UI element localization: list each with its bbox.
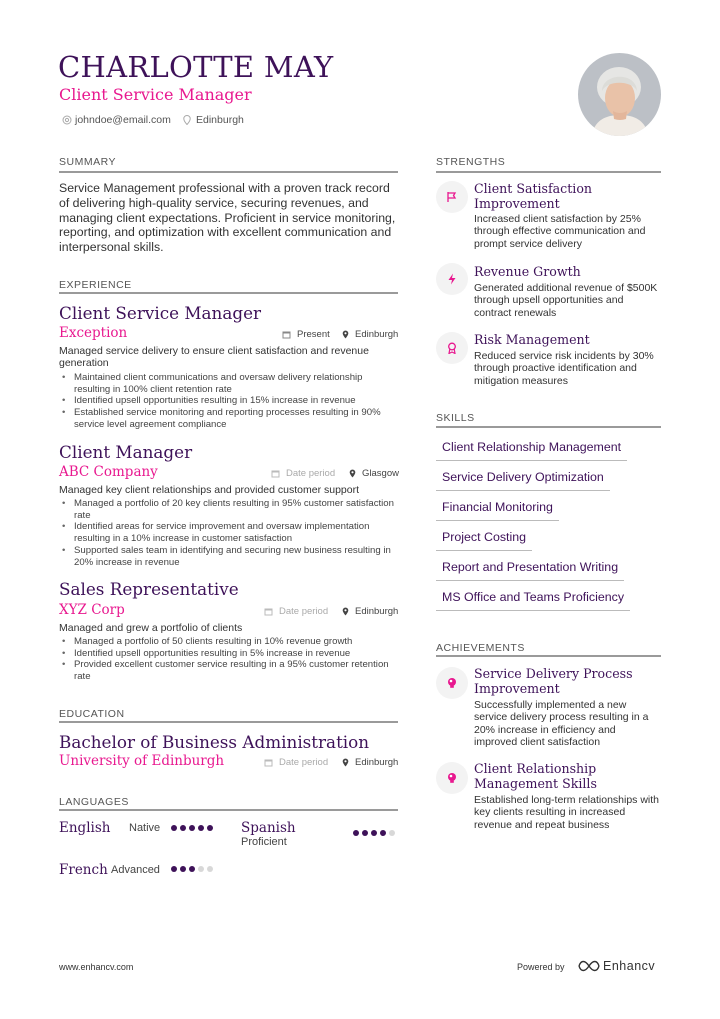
skills-heading: SKILLS [436,412,475,424]
calendar-icon [271,469,280,478]
skill-tag: Financial Monitoring [436,500,559,521]
enhancv-logo-icon [578,959,600,973]
job-bullet: • Provided excellent customer service resulting in a 95% customer retention rate [59,659,399,682]
job-date [282,329,330,340]
skill-tag: Project Costing [436,530,532,551]
languages-heading: LANGUAGES [59,796,129,808]
strength-desc: Reduced service risk incidents by 30% through proactive identification and mitigation measures [474,350,654,387]
achievement-desc: Successfully implemented a new service delivery process resulting in a 20% increase in efficiency and improved client satisfaction [474,699,649,749]
calendar-icon [282,330,291,339]
profile-photo [578,53,661,136]
lightbulb-icon [446,677,458,689]
language-dots [171,866,213,872]
level-dot-filled [171,825,177,831]
job-company: ABC Company [59,464,158,480]
job-bullet: • Established service monitoring and reporting processes resulting in 90% service level agreement compliance [59,407,399,430]
level-dot-empty [198,866,204,872]
achievement-icon-wrap [436,667,468,699]
job-bullet: • Identified upsell opportunities resulting in 5% increase in revenue [59,648,399,660]
achievements-rule [436,655,661,657]
education-location [342,757,398,768]
location-pin-icon [349,469,356,478]
skills-rule [436,426,661,428]
education-date-text: Date period [279,757,329,768]
lightbulb-icon [446,772,458,784]
experience-heading: EXPERIENCE [59,279,132,291]
job-bullet: • Identified upsell opportunities resulting in 15% increase in revenue [59,395,399,407]
email-text: johndoe@email.com [75,114,171,126]
job-date-text: Date period [279,606,329,617]
strength-desc: Generated additional revenue of $500K through upsell opportunities and contract renewals [474,282,658,319]
strengths-heading: STRENGTHS [436,156,506,168]
language-name: English [59,820,111,836]
strength-desc: Increased client satisfaction by 25% through effective communication and prompt service delivery [474,213,646,250]
language-dots [171,825,213,831]
job-bullet: • Managed a portfolio of 50 clients resulting in 10% revenue growth [59,636,399,648]
strength-icon-wrap [436,332,468,364]
strength-title: Revenue Growth [474,264,581,279]
school-name: University of Edinburgh [59,753,225,769]
level-dot-filled [207,825,213,831]
level-dot-filled [198,825,204,831]
level-dot-filled [180,825,186,831]
at-icon [62,115,72,125]
education-location-text: Edinburgh [355,757,399,768]
language-name: French [59,862,108,878]
language-name: Spanish [241,820,296,836]
email-contact[interactable] [62,114,171,126]
flag-icon [446,191,458,203]
level-dot-filled [362,830,368,836]
skill-tag: Service Delivery Optimization [436,470,610,491]
job-location-text: Edinburgh [355,606,399,617]
job-description: Managed service delivery to ensure client satisfaction and revenue generation [59,345,369,370]
education-heading: EDUCATION [59,708,125,720]
summary-text: Service Management professional with a proven track record of delivering high-quality service, securing revenues, and managing client expectations. Proficient in service monitoring, reporting, and optimization with excellent communication and interpersonal skills. [59,181,396,255]
job-location [342,606,398,617]
calendar-icon [264,758,273,767]
education-rule [59,721,398,723]
job-bullet: • Maintained client communications and oversaw delivery relationship resulting in 100% client retention rate [59,372,399,395]
job-date [271,468,335,479]
footer-website[interactable]: www.enhancv.com [59,962,134,972]
job-bullet: • Supported sales team in identifying and securing new business resulting in 20% increase in revenue [59,545,399,568]
job-bullet: • Identified areas for service improvement and oversaw implementation resulting in a 10% increase in customer satisfaction [59,521,399,544]
job-bullets [59,498,399,568]
summary-rule [59,171,398,173]
job-date [264,606,328,617]
level-dot-filled [189,866,195,872]
level-dot-filled [189,825,195,831]
level-dot-filled [371,830,377,836]
strength-title: Risk Management [474,332,590,347]
strength-icon-wrap [436,263,468,295]
strengths-rule [436,171,661,173]
language-level: Advanced [111,864,160,876]
calendar-icon [264,607,273,616]
job-description: Managed key client relationships and provided customer support [59,484,360,496]
location-pin-icon [342,330,349,339]
achievement-desc: Established long-term relationships with key clients resulting in increased revenue and repeat business [474,794,660,831]
skill-tag: MS Office and Teams Proficiency [436,590,630,611]
strength-title: Client Satisfaction Improvement [474,181,593,211]
location-contact [183,114,244,126]
job-location [349,468,399,479]
award-icon [446,342,458,354]
level-dot-filled [180,866,186,872]
job-bullets [59,372,399,431]
job-location-text: Edinburgh [355,329,399,340]
experience-rule [59,292,398,294]
job-description: Managed and grew a portfolio of clients [59,622,243,634]
education-date [264,757,328,768]
candidate-role: Client Service Manager [59,85,252,104]
location-text: Edinburgh [196,114,244,126]
achievement-icon-wrap [436,762,468,794]
level-dot-empty [207,866,213,872]
level-dot-filled [353,830,359,836]
footer-powered-by: Powered by [517,962,565,972]
achievements-heading: ACHIEVEMENTS [436,642,525,654]
enhancv-brand: Enhancv [603,959,656,973]
job-location-text: Glasgow [362,468,399,479]
level-dot-filled [380,830,386,836]
language-dots [353,830,395,836]
language-level: Proficient [241,836,287,848]
level-dot-filled [171,866,177,872]
job-title: Sales Representative [59,579,239,599]
location-pin-icon [342,758,349,767]
achievement-title: Service Delivery Process Improvement [474,666,633,696]
strength-icon-wrap [436,181,468,213]
location-pin-icon [342,607,349,616]
job-location [342,329,398,340]
level-dot-empty [389,830,395,836]
location-pin-icon [183,115,191,125]
bolt-icon [446,273,458,285]
candidate-name: CHARLOTTE MAY [58,50,334,84]
job-bullets [59,636,399,683]
job-date-text: Present [297,329,330,340]
achievement-title: Client Relationship Management Skills [474,761,597,791]
job-company: XYZ Corp [59,602,125,618]
language-level: Native [129,822,161,834]
job-title: Client Manager [59,442,193,462]
skill-tag: Client Relationship Management [436,440,627,461]
summary-heading: SUMMARY [59,156,116,168]
languages-rule [59,809,398,811]
job-date-text: Date period [286,468,336,479]
job-bullet: • Managed a portfolio of 20 key clients resulting in 95% customer satisfaction rate [59,498,399,521]
job-title: Client Service Manager [59,303,262,323]
job-company: Exception [59,325,128,341]
degree-title: Bachelor of Business Administration [59,732,370,752]
skill-tag: Report and Presentation Writing [436,560,624,581]
